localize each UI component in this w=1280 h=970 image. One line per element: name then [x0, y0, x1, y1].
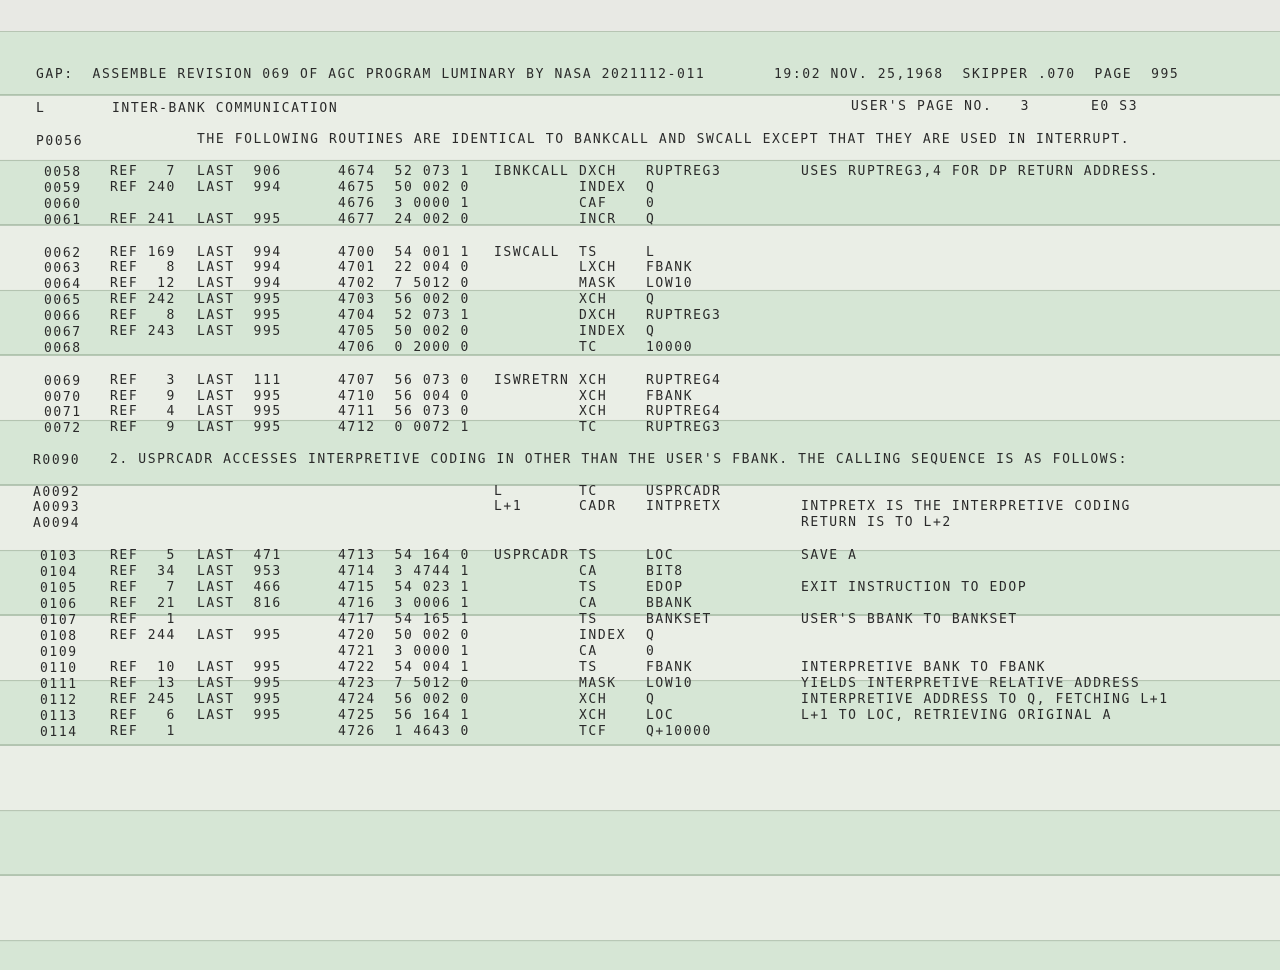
row-line-number: A0092: [33, 485, 81, 500]
header-line: GAP: ASSEMBLE REVISION 069 OF AGC PROGRAM LUMINARY BY NASA 2021112-011: [36, 67, 706, 82]
row-opcode: DXCH: [579, 308, 617, 323]
row-line-number: 0111: [40, 677, 78, 692]
row-last-ref: LAST 906: [197, 164, 282, 179]
row-comment: RETURN IS TO L+2: [801, 515, 952, 530]
row-octal-code: 4700 54 001 1: [338, 245, 470, 260]
paper-top-band: [0, 0, 1280, 32]
row-opcode: TS: [579, 245, 598, 260]
row-ref: REF 1: [110, 724, 176, 739]
row-opcode: XCH: [579, 389, 608, 404]
row-last-ref: LAST 995: [197, 292, 282, 307]
row-last-ref: LAST 995: [197, 420, 282, 435]
row-operand: FBANK: [646, 660, 694, 675]
row-last-ref: LAST 995: [197, 628, 282, 643]
row-line-number: 0105: [40, 581, 78, 596]
row-operand: BBANK: [646, 596, 694, 611]
row-line-number: 0108: [40, 629, 78, 644]
row-comment: EXIT INSTRUCTION TO EDOP: [801, 580, 1028, 595]
row-line-number: 0104: [40, 565, 78, 580]
row-opcode: INDEX: [579, 324, 627, 339]
row-opcode: TS: [579, 580, 598, 595]
row-opcode: XCH: [579, 692, 608, 707]
row-ref: REF 34: [110, 564, 176, 579]
row-operand: INTPRETX: [646, 499, 722, 514]
row-line-number: 0103: [40, 549, 78, 564]
row-last-ref: LAST 995: [197, 404, 282, 419]
row-octal-code: 4707 56 073 0: [338, 373, 470, 388]
row-operand: LOW10: [646, 276, 694, 291]
row-opcode: TC: [579, 484, 598, 499]
row-opcode: TCF: [579, 724, 608, 739]
row-last-ref: LAST 995: [197, 676, 282, 691]
row-octal-code: 4705 50 002 0: [338, 324, 470, 339]
row-octal-code: 4720 50 002 0: [338, 628, 470, 643]
row-ref: REF 244: [110, 628, 176, 643]
row-line-number: 0065: [44, 293, 82, 308]
row-operand: 0: [646, 644, 656, 659]
row-operand: EDOP: [646, 580, 684, 595]
row-ref: REF 169: [110, 245, 176, 260]
row-operand: Q: [646, 628, 656, 643]
row-opcode: LXCH: [579, 260, 617, 275]
row-ref: REF 240: [110, 180, 176, 195]
row-operand: BANKSET: [646, 612, 712, 627]
row-operand: Q: [646, 692, 656, 707]
row-line-number: 0060: [44, 197, 82, 212]
row-opcode: DXCH: [579, 164, 617, 179]
row-opcode: XCH: [579, 404, 608, 419]
row-line-number: 0109: [40, 645, 78, 660]
row-operand: RUPTREG4: [646, 373, 722, 388]
row-ref: REF 9: [110, 389, 176, 404]
note-id: R0090: [33, 453, 81, 468]
row-octal-code: 4710 56 004 0: [338, 389, 470, 404]
row-last-ref: LAST 471: [197, 548, 282, 563]
row-operand: Q: [646, 324, 656, 339]
row-comment: L+1 TO LOC, RETRIEVING ORIGINAL A: [801, 708, 1113, 723]
row-operand: RUPTREG3: [646, 420, 722, 435]
row-octal-code: 4702 7 5012 0: [338, 276, 470, 291]
row-ref: REF 13: [110, 676, 176, 691]
row-operand: FBANK: [646, 389, 694, 404]
row-octal-code: 4724 56 002 0: [338, 692, 470, 707]
row-opcode: INDEX: [579, 180, 627, 195]
row-octal-code: 4714 3 4744 1: [338, 564, 470, 579]
row-octal-code: 4676 3 0000 1: [338, 196, 470, 211]
row-comment: USER'S BBANK TO BANKSET: [801, 612, 1018, 627]
row-last-ref: LAST 994: [197, 245, 282, 260]
row-operand: Q: [646, 292, 656, 307]
row-last-ref: LAST 995: [197, 708, 282, 723]
row-opcode: CA: [579, 644, 598, 659]
row-line-number: 0106: [40, 597, 78, 612]
row-comment: YIELDS INTERPRETIVE RELATIVE ADDRESS: [801, 676, 1141, 691]
row-opcode: MASK: [579, 676, 617, 691]
row-operand: RUPTREG3: [646, 164, 722, 179]
row-line-number: A0093: [33, 500, 81, 515]
row-ref: REF 7: [110, 580, 176, 595]
row-octal-code: 4713 54 164 0: [338, 548, 470, 563]
row-line-number: 0072: [44, 421, 82, 436]
row-operand: 10000: [646, 340, 694, 355]
row-comment: SAVE A: [801, 548, 858, 563]
row-octal-code: 4723 7 5012 0: [338, 676, 470, 691]
row-operand: RUPTREG4: [646, 404, 722, 419]
row-operand: LOC: [646, 708, 675, 723]
row-label: L+1: [494, 499, 523, 514]
row-ref: REF 7: [110, 164, 176, 179]
row-ref: REF 243: [110, 324, 176, 339]
row-comment: INTERPRETIVE ADDRESS TO Q, FETCHING L+1: [801, 692, 1169, 707]
row-opcode: MASK: [579, 276, 617, 291]
row-operand: RUPTREG3: [646, 308, 722, 323]
row-octal-code: 4722 54 004 1: [338, 660, 470, 675]
row-line-number: 0070: [44, 390, 82, 405]
row-line-number: 0067: [44, 325, 82, 340]
row-octal-code: 4677 24 002 0: [338, 212, 470, 227]
row-octal-code: 4721 3 0000 1: [338, 644, 470, 659]
row-opcode: TS: [579, 548, 598, 563]
row-line-number: A0094: [33, 516, 81, 531]
row-line-number: 0058: [44, 165, 82, 180]
row-line-number: 0113: [40, 709, 78, 724]
row-line-number: 0068: [44, 341, 82, 356]
row-octal-code: 4712 0 0072 1: [338, 420, 470, 435]
row-last-ref: LAST 994: [197, 180, 282, 195]
row-last-ref: LAST 995: [197, 308, 282, 323]
row-operand: FBANK: [646, 260, 694, 275]
row-last-ref: LAST 466: [197, 580, 282, 595]
row-line-number: 0066: [44, 309, 82, 324]
row-last-ref: LAST 995: [197, 324, 282, 339]
row-opcode: XCH: [579, 292, 608, 307]
row-ref: REF 241: [110, 212, 176, 227]
row-octal-code: 4704 52 073 1: [338, 308, 470, 323]
row-operand: LOW10: [646, 676, 694, 691]
row-octal-code: 4675 50 002 0: [338, 180, 470, 195]
row-opcode: TS: [579, 660, 598, 675]
subheader-mark: L: [36, 101, 46, 116]
row-octal-code: 4703 56 002 0: [338, 292, 470, 307]
row-operand: Q: [646, 180, 656, 195]
row-label: ISWRETRN: [494, 373, 570, 388]
row-operand: L: [646, 245, 656, 260]
row-ref: REF 9: [110, 420, 176, 435]
note-id: P0056: [36, 134, 84, 149]
row-opcode: TC: [579, 340, 598, 355]
row-ref: REF 10: [110, 660, 176, 675]
row-line-number: 0071: [44, 405, 82, 420]
row-opcode: CA: [579, 564, 598, 579]
row-opcode: XCH: [579, 708, 608, 723]
row-opcode: CAF: [579, 196, 608, 211]
row-line-number: 0112: [40, 693, 78, 708]
row-ref: REF 12: [110, 276, 176, 291]
row-label: ISWCALL: [494, 245, 560, 260]
row-operand: Q+10000: [646, 724, 712, 739]
row-opcode: INDEX: [579, 628, 627, 643]
row-octal-code: 4674 52 073 1: [338, 164, 470, 179]
row-comment: USES RUPTREG3,4 FOR DP RETURN ADDRESS.: [801, 164, 1160, 179]
row-last-ref: LAST 995: [197, 389, 282, 404]
row-line-number: 0114: [40, 725, 78, 740]
row-line-number: 0063: [44, 261, 82, 276]
row-last-ref: LAST 995: [197, 692, 282, 707]
row-opcode: TS: [579, 612, 598, 627]
row-opcode: TC: [579, 420, 598, 435]
row-opcode: CADR: [579, 499, 617, 514]
row-last-ref: LAST 111: [197, 373, 282, 388]
row-operand: BIT8: [646, 564, 684, 579]
row-operand: USPRCADR: [646, 484, 722, 499]
row-line-number: 0107: [40, 613, 78, 628]
row-line-number: 0064: [44, 277, 82, 292]
row-operand: LOC: [646, 548, 675, 563]
section-title: INTER-BANK COMMUNICATION: [112, 101, 339, 116]
row-label: USPRCADR: [494, 548, 570, 563]
users-page-number: USER'S PAGE NO. 3: [851, 99, 1031, 114]
row-octal-code: 4715 54 023 1: [338, 580, 470, 595]
row-octal-code: 4725 56 164 1: [338, 708, 470, 723]
row-operand: 0: [646, 196, 656, 211]
row-last-ref: LAST 953: [197, 564, 282, 579]
row-opcode: XCH: [579, 373, 608, 388]
row-comment: INTPRETX IS THE INTERPRETIVE CODING: [801, 499, 1131, 514]
row-octal-code: 4717 54 165 1: [338, 612, 470, 627]
row-octal-code: 4716 3 0006 1: [338, 596, 470, 611]
row-octal-code: 4726 1 4643 0: [338, 724, 470, 739]
row-last-ref: LAST 994: [197, 260, 282, 275]
row-operand: Q: [646, 212, 656, 227]
row-ref: REF 21: [110, 596, 176, 611]
row-ref: REF 5: [110, 548, 176, 563]
row-line-number: 0062: [44, 246, 82, 261]
row-opcode: CA: [579, 596, 598, 611]
row-label: L: [494, 484, 504, 499]
header-timestamp: 19:02 NOV. 25,1968 SKIPPER .070 PAGE 995: [774, 67, 1180, 82]
row-ref: REF 4: [110, 404, 176, 419]
row-ref: REF 1: [110, 612, 176, 627]
row-line-number: 0059: [44, 181, 82, 196]
row-last-ref: LAST 995: [197, 212, 282, 227]
row-ref: REF 8: [110, 260, 176, 275]
page-code: E0 S3: [1091, 99, 1139, 114]
row-ref: REF 242: [110, 292, 176, 307]
row-octal-code: 4711 56 073 0: [338, 404, 470, 419]
row-comment: INTERPRETIVE BANK TO FBANK: [801, 660, 1047, 675]
row-ref: REF 6: [110, 708, 176, 723]
row-ref: REF 3: [110, 373, 176, 388]
row-last-ref: LAST 995: [197, 660, 282, 675]
row-line-number: 0061: [44, 213, 82, 228]
row-line-number: 0110: [40, 661, 78, 676]
row-last-ref: LAST 816: [197, 596, 282, 611]
note-text: 2. USPRCADR ACCESSES INTERPRETIVE CODING IN OTHER THAN THE USER'S FBANK. THE CALLING SEQUENCE IS AS FOLLOWS:: [110, 452, 1129, 467]
row-opcode: INCR: [579, 212, 617, 227]
row-line-number: 0069: [44, 374, 82, 389]
row-octal-code: 4701 22 004 0: [338, 260, 470, 275]
note-text: THE FOLLOWING ROUTINES ARE IDENTICAL TO BANKCALL AND SWCALL EXCEPT THAT THEY ARE USED IN INTERRUPT.: [197, 132, 1131, 147]
row-ref: REF 8: [110, 308, 176, 323]
row-last-ref: LAST 994: [197, 276, 282, 291]
row-ref: REF 245: [110, 692, 176, 707]
row-label: IBNKCALL: [494, 164, 570, 179]
row-octal-code: 4706 0 2000 0: [338, 340, 470, 355]
